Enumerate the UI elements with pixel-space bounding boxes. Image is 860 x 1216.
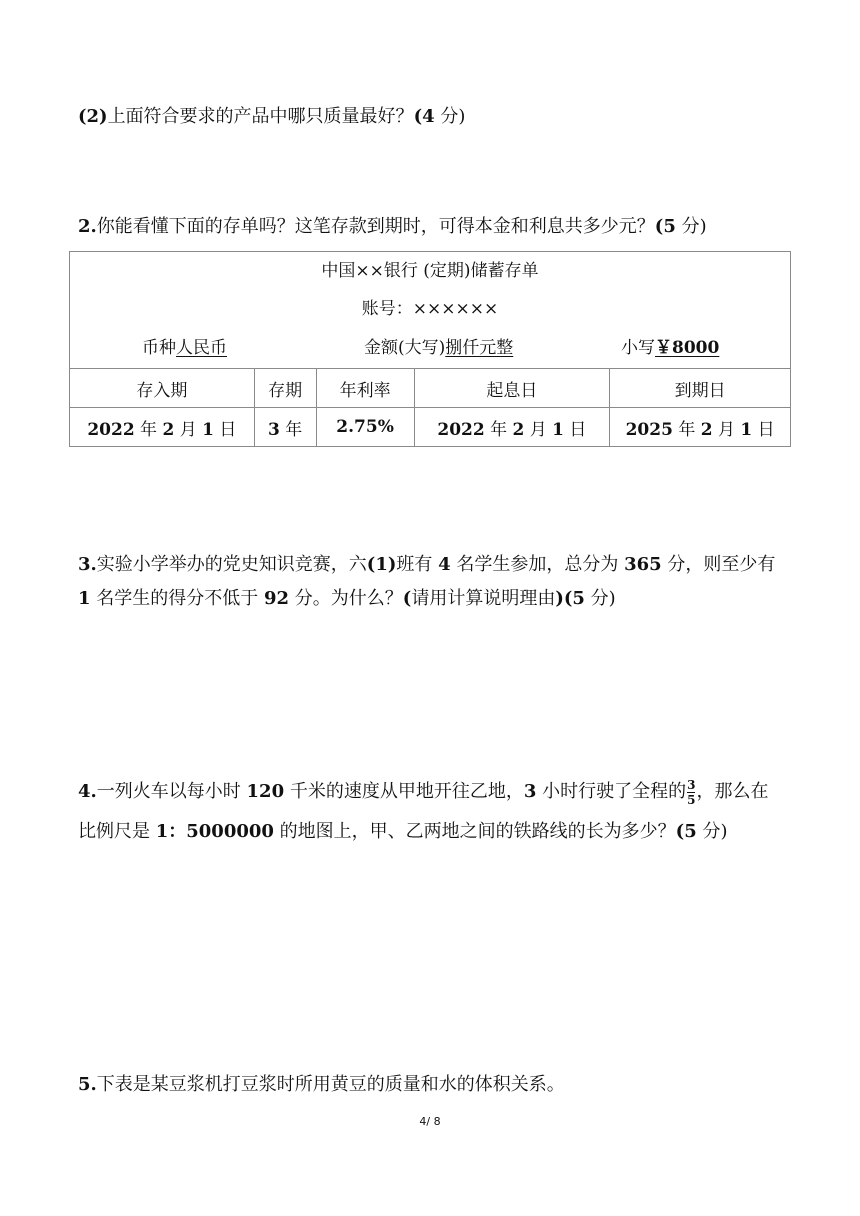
column-header: 到期日 [610,369,791,408]
currency-field [142,328,227,368]
question-number: 4. [78,781,97,802]
cell-number: 2.75% [336,417,394,437]
question-number-inline: (1) [366,554,397,575]
question-number: (2) [78,106,108,127]
fraction-denominator: 5 [687,792,696,807]
question-score: )(5 [555,588,585,609]
deposit-slip-table [69,251,791,447]
cell-text: 年 [279,419,303,440]
cell-text: 日 [752,419,775,440]
amount-upper-label: 金额(大写) [364,338,446,358]
question-score: (5 [654,216,676,237]
cell-text: 年 [134,419,163,440]
slip-column-headers [70,369,791,408]
amount-upper-field [364,328,513,368]
question-number: 2. [78,216,97,237]
fraction [687,779,695,806]
cell-text: 年 [672,419,701,440]
amount-upper-value: 捌仟元整 [445,338,514,358]
question-number: 3. [78,554,97,575]
cell-number: 2022 [437,419,485,440]
question-number-inline: 4 [438,554,451,575]
question-text: 下表是某豆浆机打豆浆时所用黄豆的质量和水的体积关系。 [96,1074,565,1095]
cell-number: 1 [552,419,564,440]
amount-lower-label: 小写 [621,338,655,358]
question-text: 分，则至少有 [667,554,776,575]
cell-text: 月 [712,419,741,440]
question-number-inline: 120 [246,781,285,802]
question-text: 千米的速度从甲地开往乙地， [289,781,524,802]
question-2 [78,210,784,244]
question-text: 名学生的得分不低于 [96,588,259,609]
value-date-cell [414,408,610,447]
question-number-inline: ( [402,588,412,609]
question-score: (5 [675,821,697,842]
score-unit: 分) [702,821,728,842]
score-unit: 分) [681,216,707,237]
cell-number: 2 [700,419,713,440]
cell-text: 日 [213,419,237,440]
question-text: 班有 [396,554,433,575]
cell-text: 月 [524,419,553,440]
question-text: 你能看懂下面的存单吗？这笔存款到期时，可得本金和利息共多少元？ [96,216,655,237]
account-label: 账号： [361,299,413,319]
account-value: ×××××× [412,299,499,319]
question-text: 的地图上，甲、乙两地之间的铁路线的长为多少？ [279,821,676,842]
rate-cell [316,408,414,447]
slip-header [70,252,791,369]
amount-lower-field [621,328,719,368]
cell-text: 日 [564,419,587,440]
term-cell [254,408,316,447]
cell-number: 1 [740,419,753,440]
column-header: 存入期 [70,369,255,408]
currency-value: 人民币 [176,338,227,358]
question-text: 一列火车以每小时 [96,781,241,802]
question-text: 实验小学举办的党史知识竞赛，六 [96,554,367,575]
question-text: 小时行驶了全程的 [542,781,687,802]
question-4 [78,772,784,852]
cell-text: 年 [484,419,513,440]
slip-values-row [70,408,791,447]
question-text: 分。为什么？ [294,588,403,609]
cell-number: 2 [512,419,525,440]
score-unit: 分) [440,106,466,127]
column-header: 存期 [254,369,316,408]
question-number-inline: 92 [264,588,290,609]
amount-lower-value: ￥8000 [655,338,720,358]
cell-number: 1 [202,419,214,440]
question-number-inline: 1 [78,588,91,609]
question-text: 上面符合要求的产品中哪只质量最好？ [107,106,414,127]
question-number-inline: 365 [624,554,662,575]
question-text: ，那么在比例尺是 [78,781,769,842]
question-2-subpart [78,100,784,134]
question-score: (4 [413,106,435,127]
column-header: 起息日 [414,369,610,408]
slip-amount-row [70,328,790,368]
deposit-date-cell [70,408,255,447]
question-text: 请用计算说明理由 [411,588,556,609]
score-unit: 分) [590,588,616,609]
cell-number: 2 [162,419,175,440]
slip-title: 中国××银行 (定期)储蓄存单 [321,261,539,281]
question-5 [78,1068,784,1102]
cell-number: 2022 [87,419,135,440]
column-header: 年利率 [316,369,414,408]
cell-number: 3 [268,419,280,440]
question-text: 名学生参加，总分为 [456,554,619,575]
slip-account [70,290,790,328]
maturity-date-cell [610,408,791,447]
cell-text: 月 [174,419,203,440]
question-number: 5. [78,1074,97,1095]
cell-number: 2025 [625,419,673,440]
currency-label: 币种 [142,338,176,358]
question-number-inline: 3 [523,781,537,802]
fraction-numerator: 3 [687,777,696,792]
question-number-inline: 1：5000000 [155,821,274,842]
page-number: 4/ 8 [419,1115,441,1128]
question-3 [78,548,784,616]
